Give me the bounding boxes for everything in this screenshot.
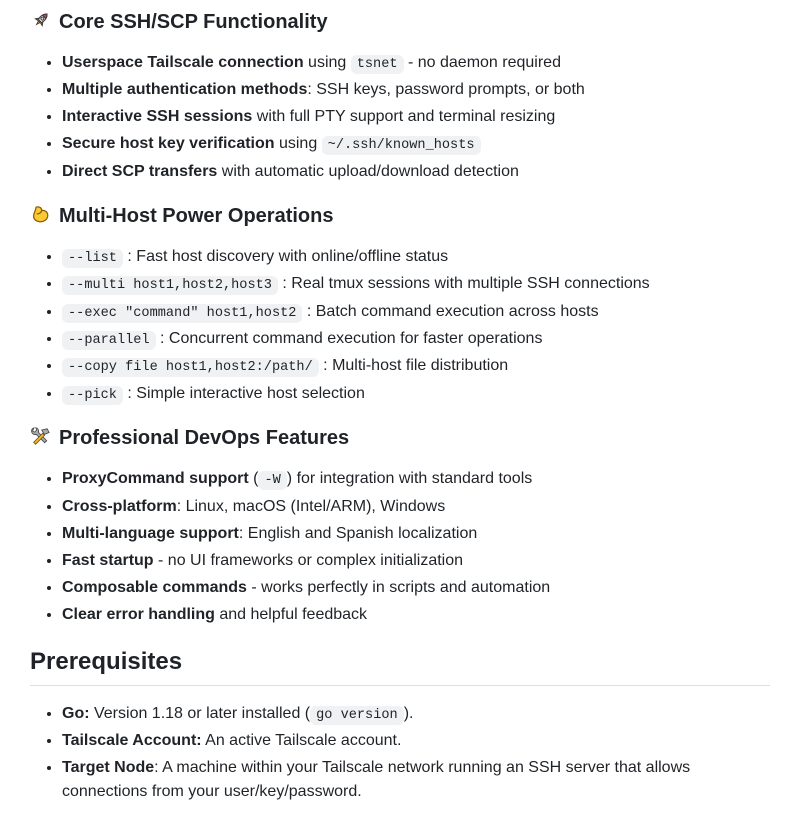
section-heading xyxy=(30,204,770,229)
text-run: : Real tmux sessions with multiple SSH connections xyxy=(277,275,650,293)
section-heading xyxy=(30,647,770,686)
inline-code: --parallel xyxy=(62,331,156,350)
text-run: : Batch command execution across hosts xyxy=(302,302,599,320)
section-heading xyxy=(30,10,770,35)
text-run: Version 1.18 or later installed ( xyxy=(89,704,311,722)
list-item xyxy=(62,354,770,378)
section-title: Prerequisites xyxy=(30,647,183,675)
bullet-list xyxy=(30,467,770,626)
inline-code: --exec "command" host1,host2 xyxy=(62,304,302,323)
list-item xyxy=(62,132,770,156)
bullet-list xyxy=(30,51,770,184)
list-item xyxy=(62,272,770,296)
list-item xyxy=(62,756,770,804)
text-run: : Multi-host file distribution xyxy=(318,357,509,375)
list-item xyxy=(62,603,770,627)
text-run: : Simple interactive host selection xyxy=(122,384,365,402)
rocket-icon xyxy=(30,10,51,32)
bold-text: Tailscale Account: xyxy=(62,731,202,749)
text-run: - no daemon required xyxy=(403,54,561,71)
bold-text: Go: xyxy=(62,704,90,722)
markdown-section xyxy=(30,10,770,184)
bold-text: Cross-platform xyxy=(62,497,177,515)
text-run: : Fast host discovery with online/offline status xyxy=(122,247,449,265)
bold-text: Fast startup xyxy=(62,551,154,569)
list-item xyxy=(62,78,770,102)
section-title: Multi-Host Power Operations xyxy=(59,204,334,227)
text-run: : A machine within your Tailscale network running an SSH server that allows connections from your user/key/password. xyxy=(62,758,691,800)
text-run: ). xyxy=(403,704,414,722)
bold-text: ProxyCommand support xyxy=(62,470,249,488)
bold-text: Clear error handling xyxy=(62,605,215,623)
list-item xyxy=(62,702,770,726)
text-run: with full PTY support and terminal resizing xyxy=(252,108,556,126)
list-item xyxy=(62,327,770,351)
markdown-section xyxy=(30,647,770,804)
list-item xyxy=(62,522,770,546)
text-run: : Concurrent command execution for faster operations xyxy=(155,329,543,347)
list-item xyxy=(62,245,770,269)
text-run: ) for integration with standard tools xyxy=(286,470,533,488)
text-run: ( xyxy=(248,470,259,488)
text-run: An active Tailscale account. xyxy=(201,731,402,749)
list-item xyxy=(62,576,770,600)
text-run: - no UI frameworks or complex initialization xyxy=(153,551,464,569)
list-item xyxy=(62,300,770,324)
text-run: and helpful feedback xyxy=(214,605,368,623)
inline-code: ~/.ssh/known_hosts xyxy=(322,136,481,155)
list-item xyxy=(62,549,770,573)
inline-code: --pick xyxy=(62,386,123,405)
text-run: : Linux, macOS (Intel/ARM), Windows xyxy=(176,497,446,515)
bold-text: Multi-language support xyxy=(62,524,239,542)
inline-code: --list xyxy=(62,249,123,268)
bold-text: Composable commands xyxy=(62,578,247,596)
inline-code: -W xyxy=(258,471,286,490)
inline-code: --multi host1,host2,host3 xyxy=(62,276,278,295)
bold-text: Multiple authentication methods xyxy=(62,81,308,99)
hammer-wrench-icon xyxy=(30,426,51,448)
list-item xyxy=(62,382,770,406)
list-item xyxy=(62,495,770,519)
text-run: : SSH keys, password prompts, or both xyxy=(307,81,585,99)
bold-text: Secure host key verification xyxy=(62,135,275,153)
bullet-list xyxy=(30,702,770,804)
bold-text: Direct SCP transfers xyxy=(62,162,218,180)
list-item xyxy=(62,105,770,129)
flexed-biceps-icon xyxy=(30,204,51,226)
section-title: Professional DevOps Features xyxy=(59,427,350,450)
list-item xyxy=(62,729,770,753)
bullet-list xyxy=(30,245,770,406)
list-item xyxy=(62,160,770,184)
inline-code: tsnet xyxy=(351,55,404,74)
inline-code: --copy file host1,host2:/path/ xyxy=(62,358,319,377)
text-run: : English and Spanish localization xyxy=(238,524,478,542)
inline-code: go version xyxy=(310,706,404,725)
text-run: - works perfectly in scripts and automation xyxy=(246,578,551,596)
section-heading xyxy=(30,426,770,451)
list-item xyxy=(62,51,770,75)
markdown-section xyxy=(30,426,770,626)
section-title: Core SSH/SCP Functionality xyxy=(59,11,328,33)
text-run: using xyxy=(303,54,351,71)
text-run: using xyxy=(274,135,322,153)
sections-container xyxy=(30,10,770,804)
markdown-section xyxy=(30,204,770,406)
list-item xyxy=(62,467,770,491)
bold-text: Target Node xyxy=(62,758,155,776)
text-run: with automatic upload/download detection xyxy=(217,162,519,180)
bold-text: Interactive SSH sessions xyxy=(62,108,253,126)
bold-text: Userspace Tailscale connection xyxy=(62,54,304,71)
